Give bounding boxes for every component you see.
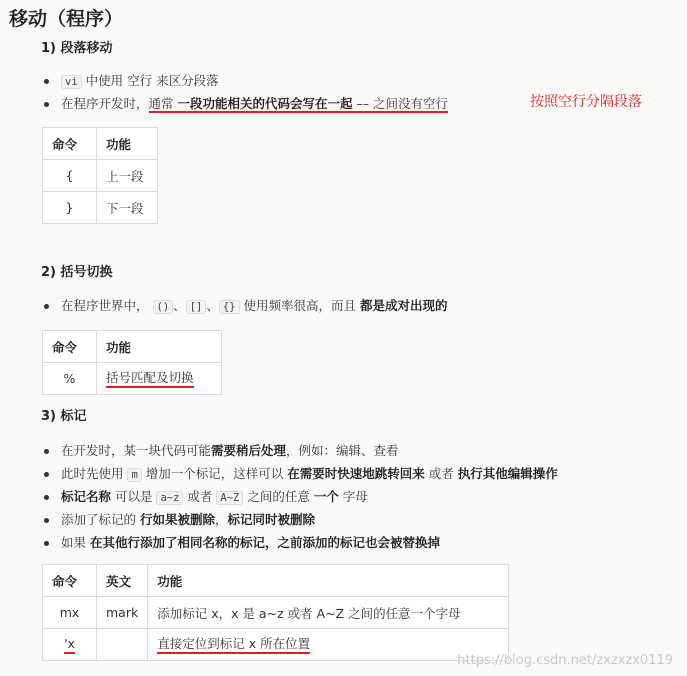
underlined-cell-text: 直接定位到标记 x 所在位置 [157, 635, 310, 654]
table-header: 英文 [97, 565, 148, 597]
paragraph-move-table [42, 127, 158, 224]
red-annotation: 按照空行分隔段落 [530, 94, 642, 110]
table-cell: % [43, 363, 97, 395]
bold-text: 标记同时被删除 [227, 512, 316, 527]
bold-text: 执行其他编辑操作 [457, 466, 558, 481]
bullet-text: 或者 [424, 466, 458, 481]
bold-text: 需要稍后处理 [211, 443, 287, 458]
bullet-text: 字母 [338, 489, 368, 504]
table-row [43, 597, 509, 629]
table-header: 命令 [43, 128, 97, 160]
inline-code: m [127, 468, 141, 482]
list-item [42, 439, 558, 462]
underlined-cell-text: 'x [64, 635, 75, 654]
list-item [42, 462, 558, 485]
table-row [43, 192, 158, 224]
table-header: 功能 [97, 331, 222, 363]
table-cell: mx [43, 597, 97, 629]
watermark-text: https://blog.csdn.net/zxzxzx0119 [457, 653, 673, 668]
paragraph-move-bullets [42, 69, 448, 115]
list-item [42, 92, 448, 115]
bullet-text: 此时先使用 [61, 466, 128, 481]
table-row [43, 363, 222, 395]
table-cell: mark [97, 597, 148, 629]
table-header: 命令 [43, 331, 97, 363]
bold-text: 在其他行添加了相同名称的标记，之前添加的标记也会被替换掉 [89, 535, 440, 550]
bracket-switch-bullets [42, 294, 447, 317]
bold-text: 都是成对出现的 [359, 298, 448, 313]
bullet-text: 在程序开发时， [61, 96, 149, 111]
table-header: 功能 [148, 565, 509, 597]
bullet-text: 之间的任意 [243, 489, 314, 504]
list-item [42, 294, 447, 317]
table-header-row [43, 565, 509, 597]
bullet-text: 使用频率很高，而且 [239, 298, 360, 313]
table-cell [97, 363, 222, 395]
marks-bullets [42, 439, 558, 554]
table-cell: 下一段 [97, 192, 158, 224]
underlined-phrase [149, 96, 448, 113]
inline-code: [] [186, 300, 207, 314]
bracket-switch-table [42, 330, 222, 395]
bullet-text: 在程序世界中， [61, 298, 149, 313]
list-item [42, 531, 558, 554]
list-item [42, 69, 448, 92]
table-header-row [43, 128, 158, 160]
table-cell: 上一段 [97, 160, 158, 192]
section-heading-paragraph-move: 1) 段落移动 [41, 41, 113, 56]
table-cell [148, 629, 509, 661]
bullet-text: 或者 [183, 489, 217, 504]
inline-code: vi [61, 75, 82, 89]
inline-code: {} [219, 300, 240, 314]
bullet-text: –– 之间没有空行 [352, 96, 448, 111]
bold-text: 行如果被删除 [139, 512, 215, 527]
table-cell [43, 629, 97, 661]
page-title: 移动（程序） [9, 8, 124, 30]
bullet-text: 、 [173, 298, 186, 313]
inline-code: a~z [156, 491, 183, 505]
bullet-text: 中使用 空行 来区分段落 [85, 73, 219, 88]
bullet-text: 、 [206, 298, 219, 313]
list-item [42, 508, 558, 531]
table-row [43, 629, 509, 661]
bold-text: 在需要时快速地跳转回来 [287, 466, 425, 481]
bullet-text: 在开发时，某一块代码可能 [61, 443, 212, 458]
table-header: 命令 [43, 565, 97, 597]
section-heading-bracket-switch: 2) 括号切换 [41, 265, 113, 280]
bold-text: 一段功能相关的代码会写在一起 [177, 96, 353, 111]
bullet-text: 通常 [148, 96, 178, 111]
bullet-text: ， [215, 512, 228, 527]
marks-table [42, 564, 509, 661]
bullet-text: 添加了标记的 [61, 512, 140, 527]
bold-text: 一个 [313, 489, 339, 504]
section-heading-marks: 3) 标记 [41, 409, 87, 424]
table-cell: 添加标记 x，x 是 a~z 或者 A~Z 之间的任意一个字母 [148, 597, 509, 629]
inline-code: A~Z [216, 491, 243, 505]
inline-code: () [153, 300, 174, 314]
table-row [43, 160, 158, 192]
bullet-text: 可以是 [111, 489, 157, 504]
table-cell [97, 629, 148, 661]
table-header: 功能 [97, 128, 158, 160]
bold-text: 标记名称 [61, 489, 112, 504]
underlined-cell-text: 括号匹配及切换 [106, 369, 194, 388]
table-cell: } [43, 192, 97, 224]
bullet-text: 如果 [61, 535, 90, 550]
table-cell: { [43, 160, 97, 192]
bullet-text: 增加一个标记，这样可以 [141, 466, 288, 481]
bullet-text: ，例如：编辑、查看 [286, 443, 399, 458]
table-header-row [43, 331, 222, 363]
list-item [42, 485, 558, 508]
